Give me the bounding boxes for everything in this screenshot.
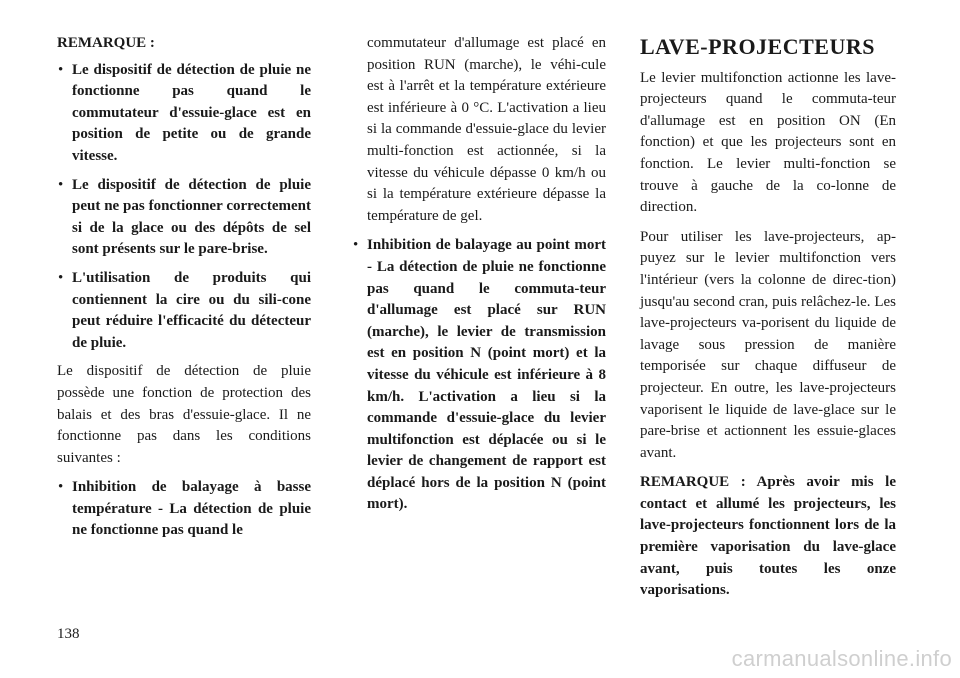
inhibit-low-temp-item	[57, 477, 311, 542]
bullet-icon: •	[58, 176, 64, 193]
note-bullet-item	[57, 60, 311, 168]
headlamp-washer-paragraph-1: Le levier multifonction actionne les lave-projecteurs quand le commuta-teur d'allumage est en position ON (En fonction) et que les projecteurs sont en fonction. Le levier multi-fonction se trouve à gauche de la co-lonne de direction.	[640, 69, 896, 216]
note-bullet-list	[57, 60, 311, 355]
inhibit-list	[57, 477, 311, 542]
note-text: Après avoir mis le contact et allumé les projecteurs, les lave-projecteurs fonctionnent lors de la première vaporisation du lave-glace avant, puis toutes les onze vaporisations.	[640, 474, 896, 599]
headlamp-washer-paragraph-2: Pour utiliser les lave-projecteurs, ap-puyez sur le levier multifonction vers l'intérieur (vers la colonne de direc-tion) jusqu'au second cran, puis relâchez-le. Les lave-projecteurs va-porisent du liquide de lavage sous pression de manière temporisée sur chaque diffuseur de projecteur. En outre, les lave-projecteurs vaporisent le liquide de lave-glace sur le pare-brise et actionnent les essuie-glaces avant.	[640, 228, 896, 461]
bullet-icon: •	[58, 479, 64, 496]
note-label: REMARQUE :	[57, 35, 155, 51]
inhibit-list-2	[352, 235, 606, 516]
inhibit-neutral-title: Inhibition de balayage au point mort	[367, 237, 606, 254]
inhibit-low-temp-text: - La détection de pluie ne fonctionne pas quand le	[72, 500, 311, 539]
left-column	[57, 33, 311, 549]
bullet-text: Le dispositif de détection de pluie peut ne pas fonctionner correctement si de la glace ou des dépôts de sel sont présents sur le pare-brise.	[72, 176, 311, 258]
inhibit-low-temp-continuation: commutateur d'allumage est placé en position RUN (marche), le véhi-cule est à l'arrêt et la température extérieure est inférieure à 0 °C. L'activation a lieu si la commande d'essuie-glace du levier multi-fonction est actionnée, si la vitesse du véhicule dépasse 0 km/h ou si la température extérieure dépasse la température de gel.	[367, 35, 606, 224]
note-bullet-item	[57, 268, 311, 354]
note-label: REMARQUE :	[640, 474, 746, 491]
protection-paragraph: Le dispositif de détection de pluie possède une fonction de protection des balais et des bras d'essuie-glace. Il ne fonctionne pas dans les conditions suivantes :	[57, 363, 311, 466]
bullet-icon: •	[58, 61, 64, 78]
middle-column	[352, 33, 606, 523]
right-column	[640, 33, 896, 610]
inhibit-neutral-item	[352, 235, 606, 516]
note-bullet-item	[57, 175, 311, 261]
inhibit-neutral-text: - La détection de pluie ne fonctionne pas quand le commuta-teur d'allumage est placé sur RUN (marche), le levier de transmission est en position N (point mort) et la vitesse du véhicule est inférieure à 8 km/h. L'activation a lieu si la commande d'essuie-glace du levier multifonction est déplacée ou si le levier de changement de rapport est déplacé hors de la position N (point mort).	[367, 258, 606, 513]
bullet-text: L'utilisation de produits qui contiennent la cire ou du sili-cone peut réduire l'efficacité du détecteur de pluie.	[72, 269, 311, 351]
bullet-text: Le dispositif de détection de pluie ne fonctionne pas quand le commutateur d'essuie-glace est en position de petite ou de grande vitesse.	[72, 61, 311, 164]
inhibit-low-temp-title: Inhibition de balayage à basse température	[72, 479, 311, 517]
bullet-icon: •	[353, 237, 359, 254]
headlamp-washer-note	[640, 472, 896, 602]
page-number: 138	[57, 626, 80, 642]
section-heading: LAVE-PROJECTEURS	[640, 34, 875, 59]
watermark: carmanualsonline.info	[731, 646, 952, 671]
bullet-icon: •	[58, 269, 64, 286]
